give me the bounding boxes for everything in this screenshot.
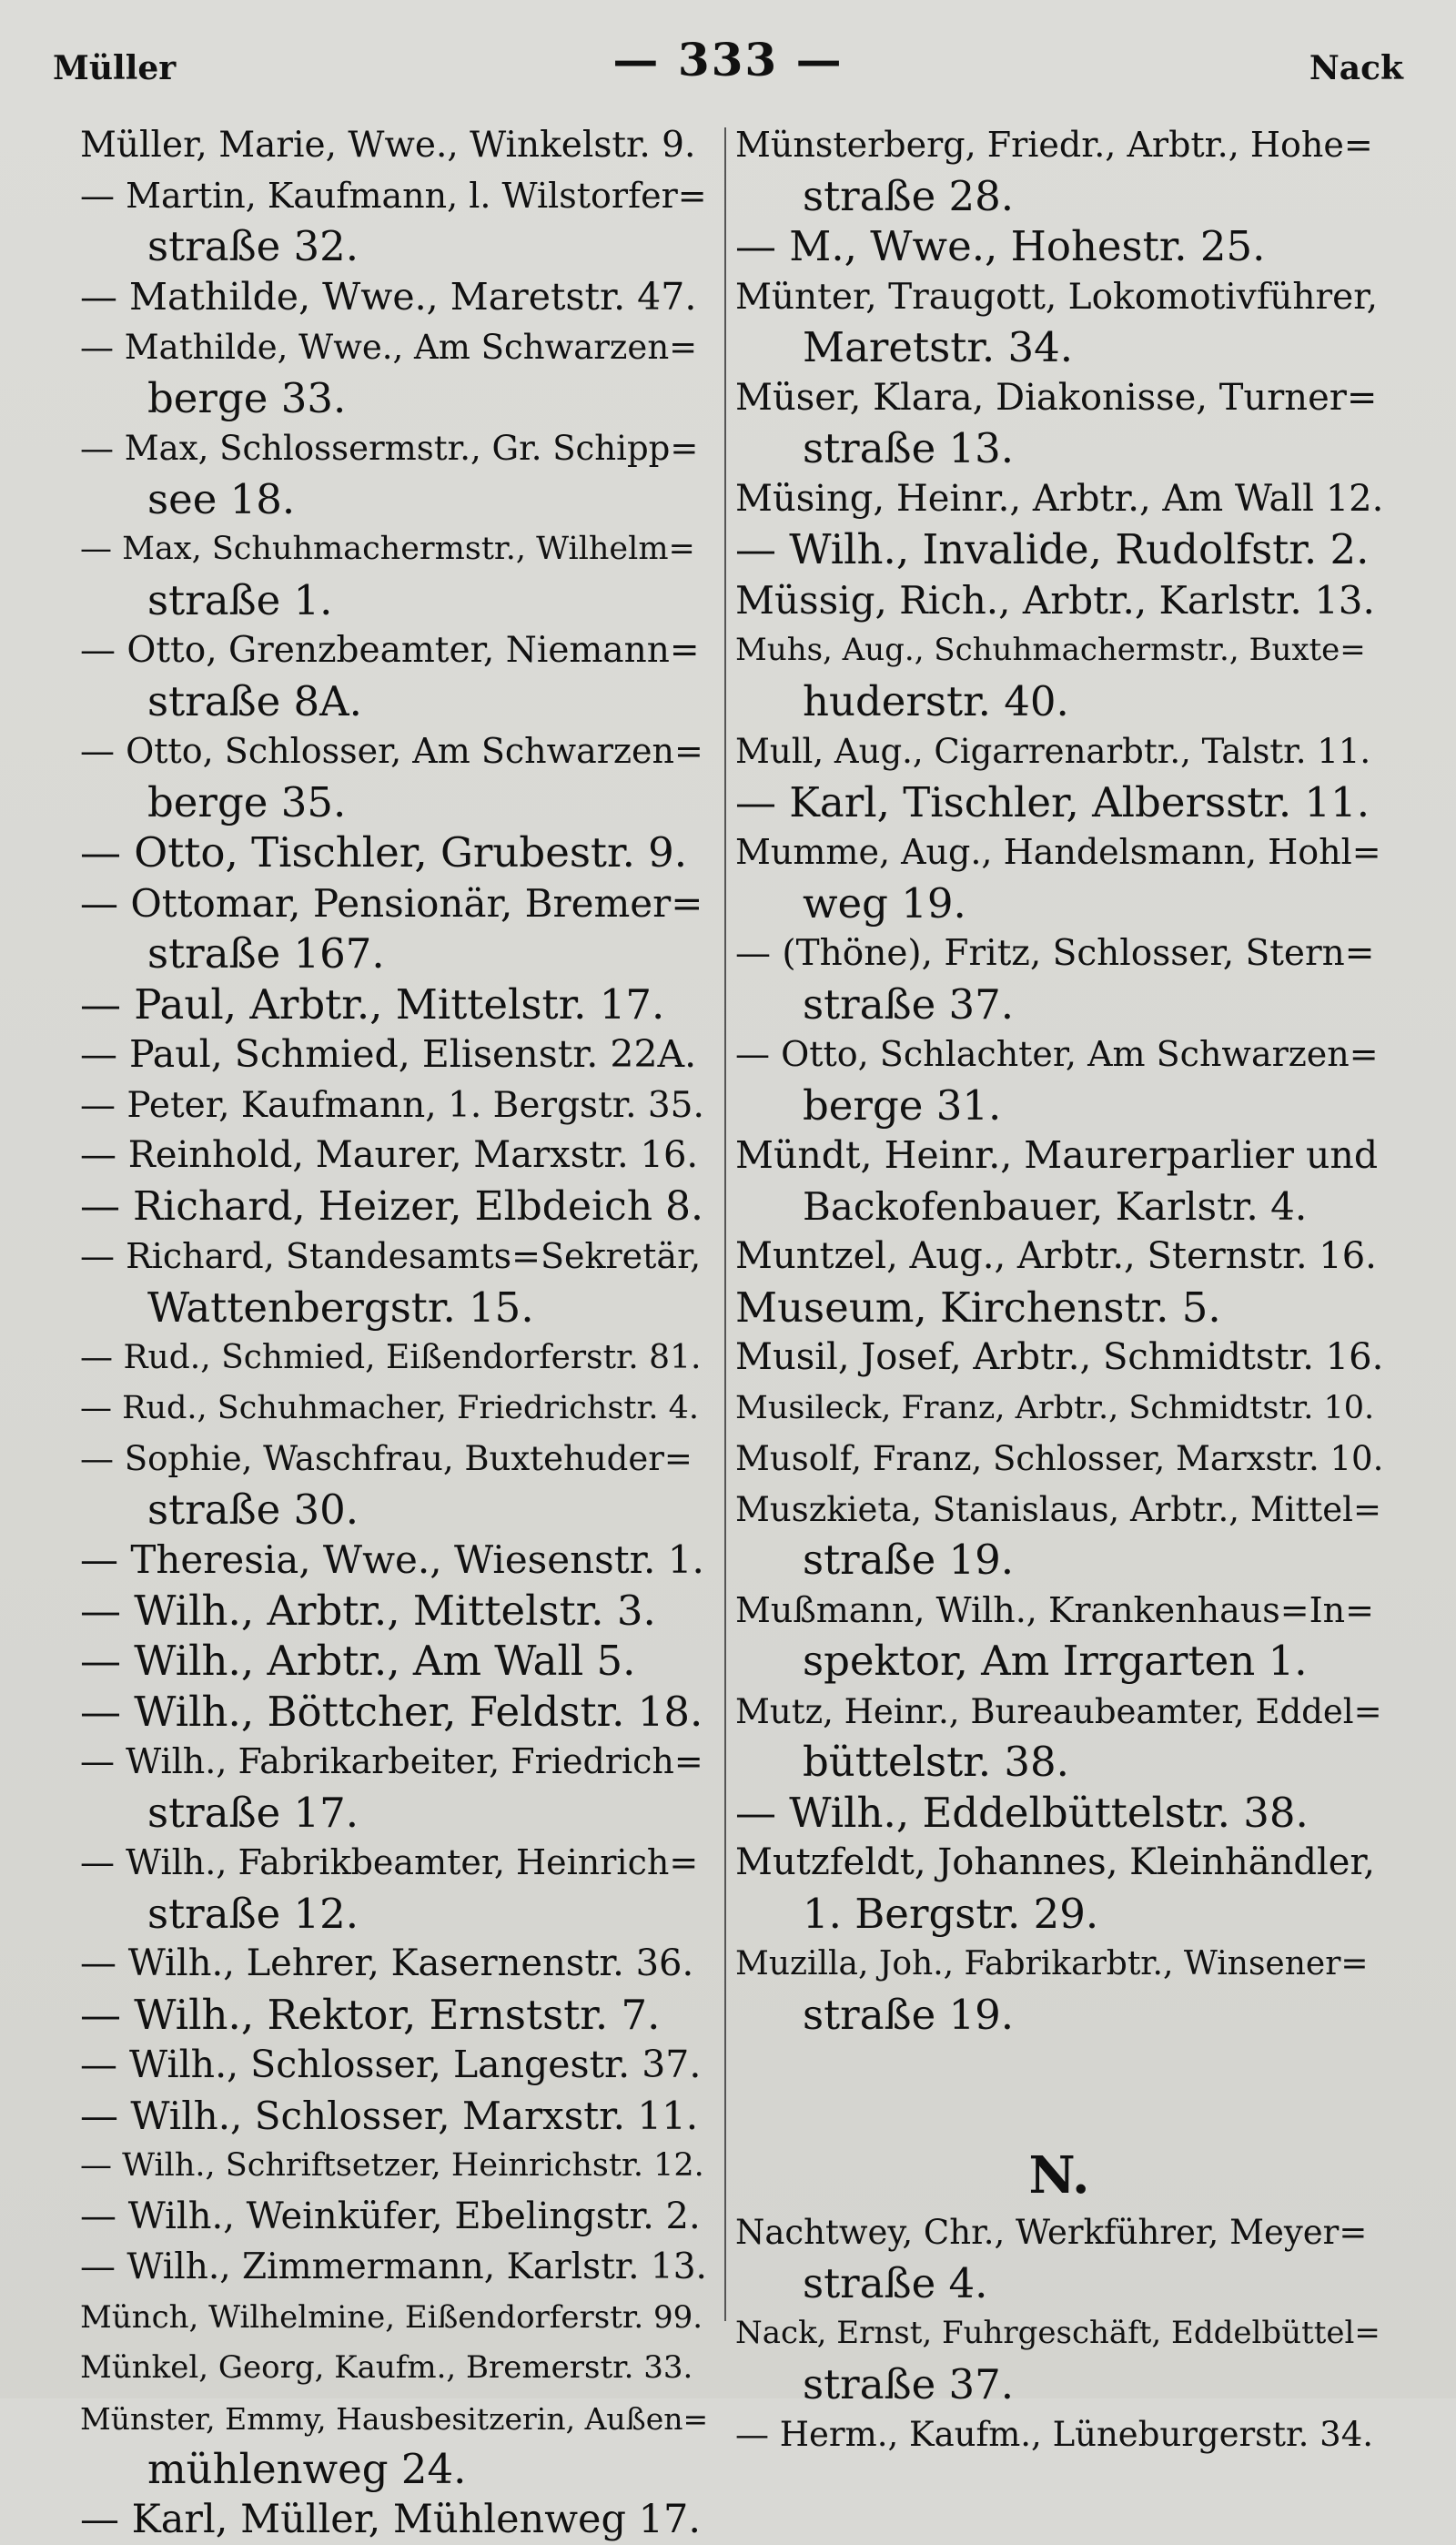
- directory-entry: [80, 2091, 708, 2142]
- directory-entry: [735, 625, 1383, 726]
- directory-entry: [735, 1029, 1383, 1131]
- directory-entry: [735, 474, 1383, 525]
- entry-line: — Wilh., Lehrer, Kasernenstr. 36.: [80, 1939, 708, 1990]
- entry-continuation-line: straße 12.: [80, 1889, 708, 1940]
- entry-continuation-line: 1. Bergstr. 29.: [735, 1889, 1383, 1940]
- entry-continuation-line: weg 19.: [735, 878, 1383, 929]
- directory-entry: [80, 1181, 708, 1232]
- entry-line: — (Thöne), Fritz, Schlosser, Stern=: [735, 928, 1383, 979]
- right-column-n-entries: [735, 2207, 1383, 2460]
- directory-entry: [735, 1333, 1383, 1384]
- entry-continuation-line: straße 37.: [735, 2359, 1383, 2410]
- entry-continuation-line: straße 1.: [80, 575, 708, 626]
- directory-entry: [735, 1838, 1383, 1939]
- entry-line: — Sophie, Waschfrau, Buxtehuder=: [80, 1434, 708, 1485]
- entry-continuation-line: berge 31.: [735, 1080, 1383, 1131]
- directory-entry: [735, 1131, 1383, 1232]
- directory-entry: [735, 1232, 1383, 1283]
- directory-entry: [735, 272, 1383, 373]
- directory-entry: [735, 373, 1383, 474]
- entry-line: Musileck, Franz, Arbtr., Schmidtstr. 10.: [735, 1384, 1383, 1435]
- entry-continuation-line: straße 30.: [80, 1485, 708, 1536]
- directory-entry: [80, 2293, 708, 2344]
- entry-continuation-line: straße 167.: [80, 928, 708, 979]
- entry-continuation-line: straße 8A.: [80, 676, 708, 727]
- entry-line: — M., Wwe., Hohestr. 25.: [735, 221, 1383, 272]
- directory-entry: [735, 827, 1383, 928]
- directory-entry: [80, 1990, 708, 2041]
- entry-line: — Mathilde, Wwe., Am Schwarzen=: [80, 322, 708, 373]
- directory-entry: [80, 272, 708, 323]
- entry-continuation-line: spektor, Am Irrgarten 1.: [735, 1636, 1383, 1687]
- entry-line: — Ottomar, Pensionär, Bremer=: [80, 878, 708, 929]
- entry-line: — Wilh., Zimmermann, Karlstr. 13.: [80, 2242, 708, 2293]
- directory-entry: [735, 2207, 1383, 2308]
- directory-entry: [735, 928, 1383, 1029]
- entry-line: — Wilh., Böttcher, Feldstr. 18.: [80, 1687, 708, 1738]
- directory-entry: [735, 120, 1383, 221]
- directory-entry: [80, 1737, 708, 1838]
- directory-entry: [80, 1434, 708, 1535]
- entry-line: — Wilh., Schlosser, Langestr. 37.: [80, 2040, 708, 2091]
- entry-line: — Wilh., Rektor, Ernststr. 7.: [80, 1990, 708, 2041]
- directory-entry: [735, 1384, 1383, 1435]
- entry-line: — Rud., Schmied, Eißendorferstr. 81.: [80, 1333, 708, 1384]
- entry-line: Münch, Wilhelmine, Eißendorferstr. 99.: [80, 2293, 708, 2344]
- entry-line: Mündt, Heinr., Maurerparlier und: [735, 1131, 1383, 1181]
- section-letter-heading: N.: [735, 2144, 1383, 2207]
- entry-line: — Martin, Kaufmann, l. Wilstorfer=: [80, 171, 708, 222]
- entry-line: Müser, Klara, Diakonisse, Turner=: [735, 373, 1383, 424]
- directory-entry: [80, 1232, 708, 1333]
- entry-line: — Paul, Arbtr., Mittelstr. 17.: [80, 979, 708, 1030]
- entry-line: — Wilh., Arbtr., Am Wall 5.: [80, 1636, 708, 1687]
- entry-line: — Otto, Tischler, Grubestr. 9.: [80, 827, 708, 878]
- directory-entry: [80, 2394, 708, 2495]
- page-number: — 333 —: [53, 33, 1403, 86]
- directory-entry: [80, 322, 708, 423]
- entry-continuation-line: straße 13.: [735, 423, 1383, 474]
- directory-entry: [80, 2141, 708, 2192]
- entry-line: Mull, Aug., Cigarrenarbtr., Talstr. 11.: [735, 726, 1383, 777]
- entry-line: — Reinhold, Maurer, Marxstr. 16.: [80, 1131, 708, 1181]
- entry-line: — Karl, Tischler, Albersstr. 11.: [735, 777, 1383, 828]
- directory-entry: [735, 1939, 1383, 2040]
- directory-entry: [80, 1636, 708, 1687]
- entry-line: Museum, Kirchenstr. 5.: [735, 1283, 1383, 1333]
- entry-continuation-line: mühlenweg 24.: [80, 2444, 708, 2495]
- entry-line: — Mathilde, Wwe., Maretstr. 47.: [80, 272, 708, 323]
- entry-continuation-line: straße 4.: [735, 2258, 1383, 2309]
- entry-continuation-line: berge 33.: [80, 373, 708, 424]
- entry-line: Müssig, Rich., Arbtr., Karlstr. 13.: [735, 575, 1383, 626]
- directory-entry: [735, 2308, 1383, 2409]
- directory-entry: [80, 423, 708, 524]
- directory-entry: [80, 1029, 708, 1080]
- directory-entry: [735, 1283, 1383, 1333]
- directory-entry: [735, 1586, 1383, 1687]
- directory-entry: [80, 2192, 708, 2243]
- directory-entry: [735, 726, 1383, 777]
- entry-line: Nack, Ernst, Fuhrgeschäft, Eddelbüttel=: [735, 2308, 1383, 2359]
- header-right-catchword: Nack: [1309, 49, 1403, 87]
- entry-line: Münster, Emmy, Hausbesitzerin, Außen=: [80, 2394, 708, 2445]
- entry-continuation-line: straße 19.: [735, 1990, 1383, 2041]
- directory-entry: [80, 878, 708, 979]
- directory-entry: [735, 1485, 1383, 1586]
- entry-continuation-line: huderstr. 40.: [735, 676, 1383, 727]
- entry-line: — Otto, Schlachter, Am Schwarzen=: [735, 1029, 1383, 1080]
- entry-line: — Wilh., Eddelbüttelstr. 38.: [735, 1788, 1383, 1839]
- entry-line: — Wilh., Fabrikarbeiter, Friedrich=: [80, 1737, 708, 1788]
- entry-continuation-line: straße 19.: [735, 1535, 1383, 1586]
- directory-entry: [80, 2495, 708, 2545]
- directory-entry: [735, 777, 1383, 828]
- directory-entry: [80, 1333, 708, 1384]
- page-header: [53, 33, 1403, 106]
- entry-line: — Herm., Kaufm., Lüneburgerstr. 34.: [735, 2409, 1383, 2460]
- entry-continuation-line: straße 28.: [735, 171, 1383, 222]
- entry-continuation-line: see 18.: [80, 474, 708, 525]
- entry-line: Münter, Traugott, Lokomotivführer,: [735, 272, 1383, 323]
- directory-entry: [80, 979, 708, 1030]
- entry-line: — Wilh., Weinküfer, Ebelingstr. 2.: [80, 2192, 708, 2243]
- right-column-m-entries: [735, 120, 1383, 2040]
- entry-line: Mutzfeldt, Johannes, Kleinhändler,: [735, 1838, 1383, 1889]
- directory-entry: [80, 1080, 708, 1131]
- entry-continuation-line: straße 17.: [80, 1788, 708, 1839]
- entry-line: Münsterberg, Friedr., Arbtr., Hohe=: [735, 120, 1383, 171]
- directory-entry: [80, 171, 708, 272]
- entry-continuation-line: Maretstr. 34.: [735, 322, 1383, 373]
- directory-entry: [735, 221, 1383, 272]
- entry-continuation-line: straße 32.: [80, 221, 708, 272]
- directory-entry: [80, 1384, 708, 1435]
- entry-continuation-line: Wattenbergstr. 15.: [80, 1283, 708, 1333]
- directory-entry: [80, 726, 708, 827]
- entry-line: — Otto, Schlosser, Am Schwarzen=: [80, 726, 708, 777]
- entry-line: Muntzel, Aug., Arbtr., Sternstr. 16.: [735, 1232, 1383, 1283]
- column-divider: [724, 127, 726, 2321]
- directory-entry: [80, 2040, 708, 2091]
- entry-line: — Max, Schuhmachermstr., Wilhelm=: [80, 524, 708, 575]
- directory-entry: [735, 524, 1383, 575]
- directory-entry: [80, 827, 708, 878]
- entry-line: Müsing, Heinr., Arbtr., Am Wall 12.: [735, 474, 1383, 525]
- directory-entry: [80, 1838, 708, 1939]
- entry-continuation-line: Backofenbauer, Karlstr. 4.: [735, 1181, 1383, 1232]
- directory-entry: [80, 1586, 708, 1637]
- directory-entry: [735, 575, 1383, 626]
- entry-line: — Max, Schlossermstr., Gr. Schipp=: [80, 423, 708, 474]
- entry-line: — Wilh., Arbtr., Mittelstr. 3.: [80, 1586, 708, 1637]
- entry-continuation-line: büttelstr. 38.: [735, 1737, 1383, 1788]
- entry-line: Nachtwey, Chr., Werkführer, Meyer=: [735, 2207, 1383, 2258]
- entry-line: — Wilh., Invalide, Rudolfstr. 2.: [735, 524, 1383, 575]
- entry-continuation-line: straße 37.: [735, 979, 1383, 1030]
- directory-entry: [80, 1131, 708, 1181]
- entry-line: Müller, Marie, Wwe., Winkelstr. 9.: [80, 120, 708, 171]
- entry-line: — Richard, Standesamts=Sekretär,: [80, 1232, 708, 1283]
- directory-entry: [735, 1788, 1383, 1839]
- entry-line: — Wilh., Schriftsetzer, Heinrichstr. 12.: [80, 2141, 708, 2192]
- directory-entry: [735, 1687, 1383, 1788]
- directory-entry: [80, 524, 708, 625]
- directory-entry: [735, 2409, 1383, 2460]
- left-column: [80, 120, 708, 2545]
- entry-line: Musolf, Franz, Schlosser, Marxstr. 10.: [735, 1434, 1383, 1485]
- entry-line: Muhs, Aug., Schuhmachermstr., Buxte=: [735, 625, 1383, 676]
- entry-line: Musil, Josef, Arbtr., Schmidtstr. 16.: [735, 1333, 1383, 1384]
- directory-entry: [80, 1687, 708, 1738]
- right-column: [735, 120, 1383, 2460]
- entry-line: — Paul, Schmied, Elisenstr. 22A.: [80, 1029, 708, 1080]
- entry-line: Mumme, Aug., Handelsmann, Hohl=: [735, 827, 1383, 878]
- entry-line: — Karl, Müller, Mühlenweg 17.: [80, 2495, 708, 2545]
- directory-entry: [80, 2242, 708, 2293]
- header-left-catchword: Müller: [53, 49, 176, 87]
- directory-entry: [80, 2343, 708, 2394]
- entry-line: Muzilla, Joh., Fabrikarbtr., Winsener=: [735, 1939, 1383, 1990]
- directory-entry: [80, 1535, 708, 1586]
- entry-line: — Rud., Schuhmacher, Friedrichstr. 4.: [80, 1384, 708, 1435]
- entry-line: — Wilh., Schlosser, Marxstr. 11.: [80, 2091, 708, 2142]
- entry-line: Münkel, Georg, Kaufm., Bremerstr. 33.: [80, 2343, 708, 2394]
- entry-line: — Wilh., Fabrikbeamter, Heinrich=: [80, 1838, 708, 1889]
- entry-line: Mutz, Heinr., Bureaubeamter, Eddel=: [735, 1687, 1383, 1738]
- directory-entry: [80, 625, 708, 726]
- entry-continuation-line: berge 35.: [80, 777, 708, 828]
- entry-line: — Peter, Kaufmann, 1. Bergstr. 35.: [80, 1080, 708, 1131]
- directory-entry: [735, 1434, 1383, 1485]
- entry-line: Muszkieta, Stanislaus, Arbtr., Mittel=: [735, 1485, 1383, 1536]
- directory-entry: [80, 1939, 708, 1990]
- entry-line: — Richard, Heizer, Elbdeich 8.: [80, 1181, 708, 1232]
- entry-line: Mußmann, Wilh., Krankenhaus=In=: [735, 1586, 1383, 1637]
- directory-entry: [80, 120, 708, 171]
- entry-line: — Theresia, Wwe., Wiesenstr. 1.: [80, 1535, 708, 1586]
- entry-line: — Otto, Grenzbeamter, Niemann=: [80, 625, 708, 676]
